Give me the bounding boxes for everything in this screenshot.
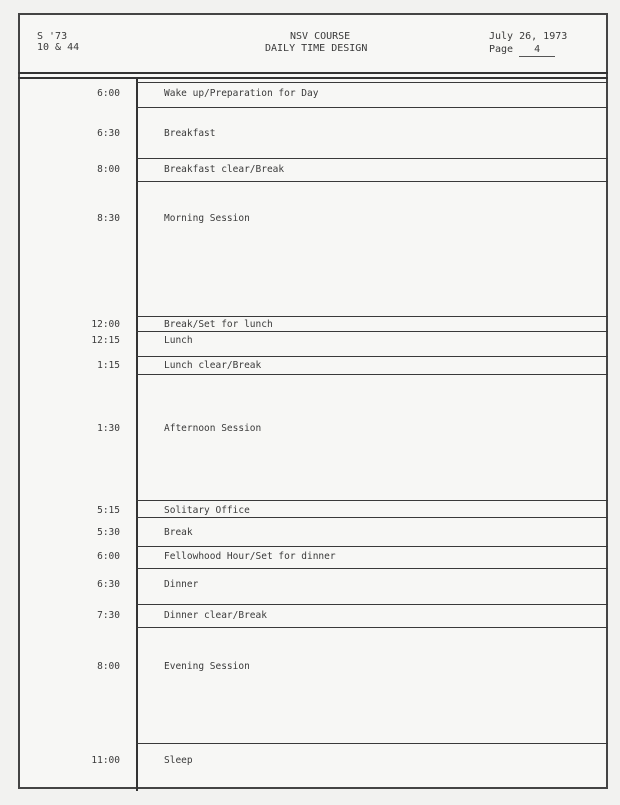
row-divider — [136, 517, 608, 518]
row-divider — [136, 356, 608, 357]
schedule-time: 1:15 — [97, 360, 120, 371]
schedule-activity: Break — [164, 527, 193, 538]
page-number: 4 — [519, 44, 555, 57]
schedule-activity: Breakfast — [164, 128, 216, 139]
schedule-activity: Break/Set for lunch — [164, 319, 273, 330]
schedule-activity: Sleep — [164, 755, 193, 766]
row-divider — [136, 568, 608, 569]
page-indicator — [489, 44, 555, 57]
page-label: Page — [489, 44, 514, 55]
schedule-activity: Afternoon Session — [164, 423, 262, 434]
schedule-time: 11:00 — [91, 755, 120, 766]
row-divider — [136, 316, 608, 317]
row-divider — [136, 107, 608, 108]
row-divider — [136, 604, 608, 605]
header-rule-top — [18, 72, 608, 74]
document-title: NSV COURSE — [290, 31, 351, 42]
schedule-time: 8:00 — [97, 661, 120, 672]
schedule-activity: Morning Session — [164, 213, 250, 224]
schedule-time: 12:00 — [91, 319, 120, 330]
schedule-sheet — [18, 13, 608, 789]
schedule-time: 5:15 — [97, 505, 120, 516]
schedule-activity: Breakfast clear/Break — [164, 164, 285, 175]
schedule-activity: Dinner clear/Break — [164, 610, 267, 621]
schedule-time: 1:30 — [97, 423, 120, 434]
row-divider — [136, 331, 608, 332]
row-divider — [136, 181, 608, 182]
schedule-activity: Lunch — [164, 335, 193, 346]
schedule-time: 12:15 — [91, 335, 120, 346]
header-left-line1: S '73 — [37, 31, 68, 42]
schedule-time: 8:00 — [97, 164, 120, 175]
header-left-line2: 10 & 44 — [37, 42, 80, 53]
document-date: July 26, 1973 — [489, 31, 568, 42]
schedule-activity: Evening Session — [164, 661, 250, 672]
schedule-time: 6:00 — [97, 551, 120, 562]
row-divider — [136, 743, 608, 744]
schedule-time: 6:30 — [97, 579, 120, 590]
document-header — [20, 15, 606, 75]
schedule-activity: Wake up/Preparation for Day — [164, 88, 319, 99]
row-divider — [136, 627, 608, 628]
schedule-time: 6:00 — [97, 88, 120, 99]
header-rule-bottom — [18, 77, 608, 79]
row-divider — [136, 546, 608, 547]
schedule-time: 7:30 — [97, 610, 120, 621]
row-divider — [136, 158, 608, 159]
schedule-activity: Lunch clear/Break — [164, 360, 262, 371]
schedule-time: 5:30 — [97, 527, 120, 538]
row-divider — [136, 500, 608, 501]
schedule-activity: Dinner — [164, 579, 199, 590]
time-column-divider — [136, 79, 138, 791]
row-divider — [136, 374, 608, 375]
schedule-activity: Fellowhood Hour/Set for dinner — [164, 551, 336, 562]
document-subtitle: DAILY TIME DESIGN — [265, 43, 368, 54]
row-divider — [136, 82, 608, 83]
schedule-activity: Solitary Office — [164, 505, 250, 516]
schedule-time: 8:30 — [97, 213, 120, 224]
schedule-time: 6:30 — [97, 128, 120, 139]
